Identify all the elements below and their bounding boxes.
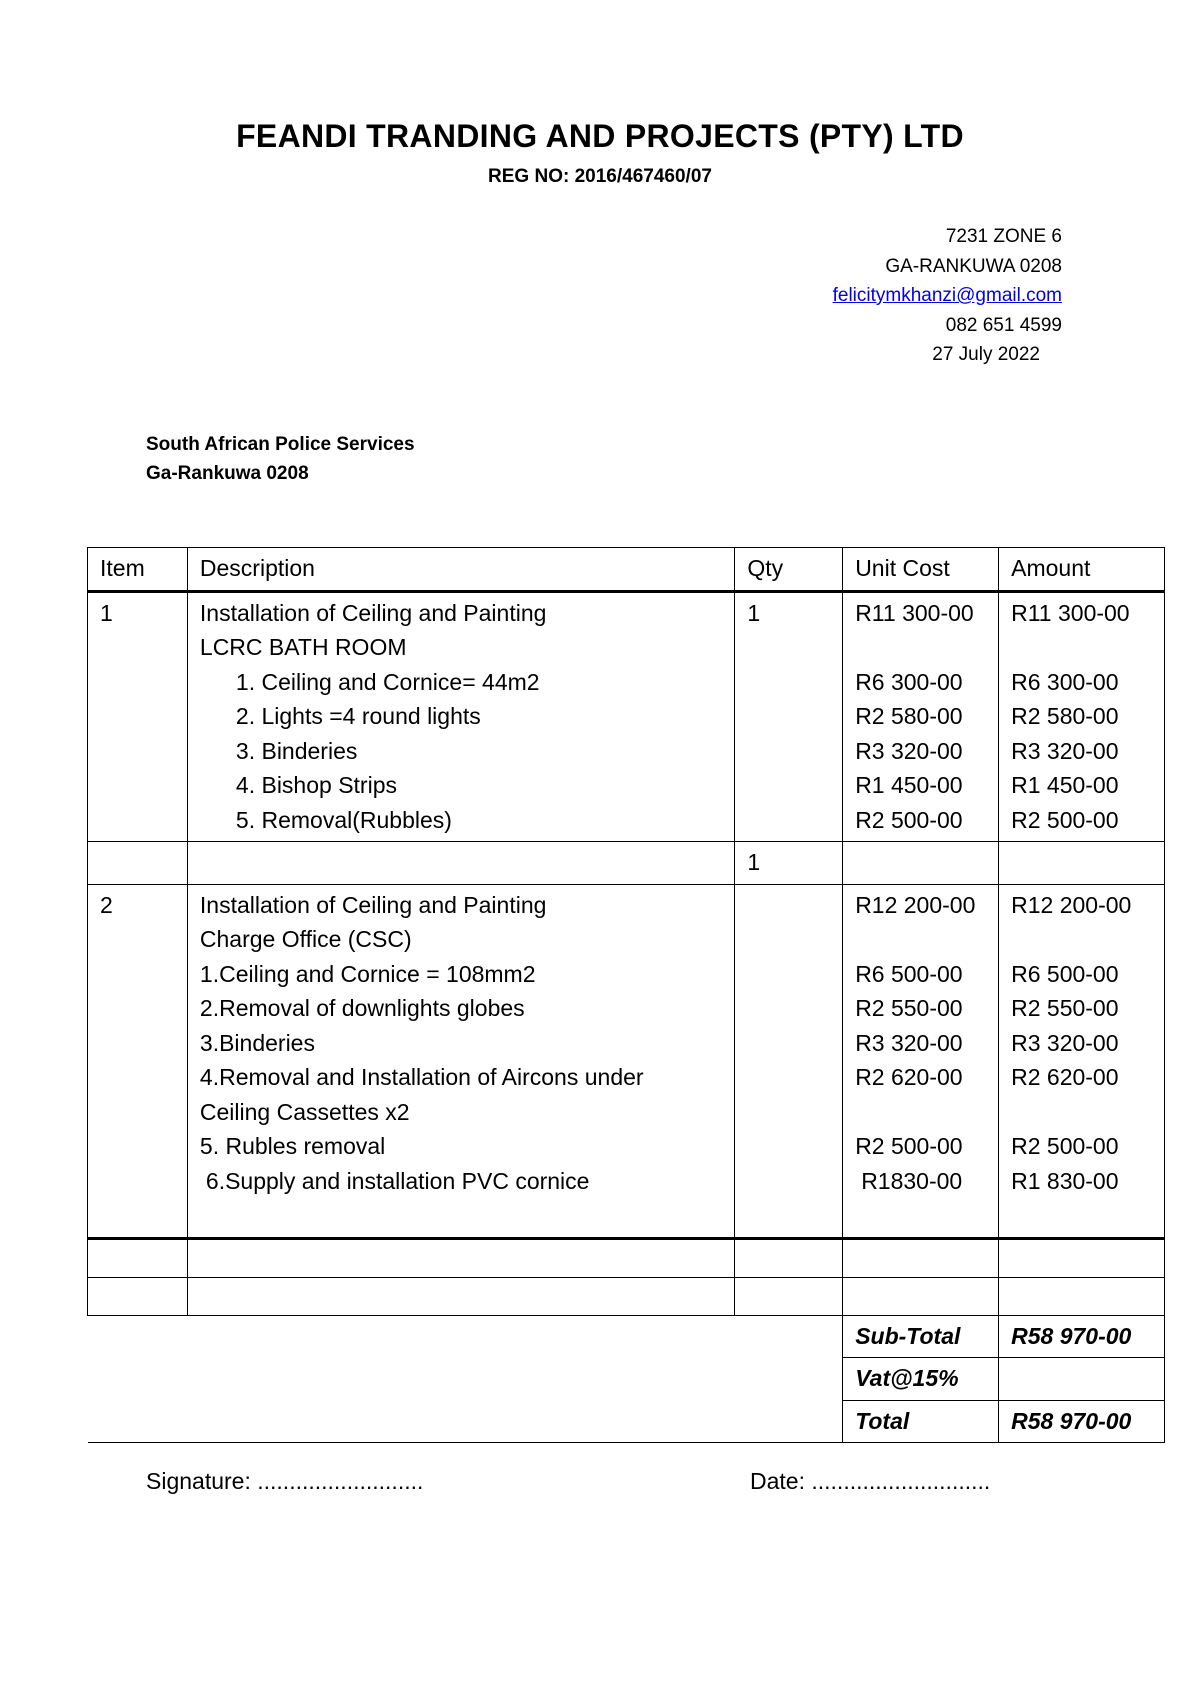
subtotal-row: [88, 1315, 1165, 1358]
line-text: 3.Binderies: [199, 1029, 315, 1056]
vat-value: [999, 1358, 1165, 1401]
sender-address-block: [833, 222, 1062, 370]
line-unit-cost: R3 320-00: [855, 1029, 963, 1056]
line-text: 2.Removal of downlights globes: [199, 995, 525, 1021]
line-amount: R6 500-00: [1011, 960, 1119, 987]
recipient-location: Ga-Rankuwa 0208: [146, 463, 309, 484]
line-unit-cost: R3 320-00: [855, 737, 963, 764]
line-amount: R2 500-00: [1011, 806, 1119, 833]
item-number: 2: [88, 884, 188, 1238]
line-unit-cost: R2 620-00: [855, 1064, 963, 1090]
total-row: [88, 1400, 1165, 1443]
line-amount: R2 550-00: [1011, 995, 1119, 1021]
unit-cost: R11 300-00: [855, 599, 974, 626]
line-text: Ceiling Cassettes x2: [199, 1098, 410, 1125]
line-text: 1. Ceiling and Cornice= 44m2: [235, 668, 540, 695]
signature-line: Signature: ..........................: [146, 1468, 424, 1494]
subtotal-value: R58 970-00: [999, 1315, 1165, 1358]
line-text: 5. Removal(Rubbles): [235, 806, 452, 833]
item-number: 1: [88, 591, 188, 842]
line-unit-cost: R2 500-00: [855, 806, 963, 833]
header-qty: Qty: [735, 548, 843, 592]
line-unit-cost: R1830-00: [861, 1167, 963, 1194]
line-amount: R1 830-00: [1011, 1167, 1119, 1194]
table-row: [88, 591, 1165, 842]
amount: R11 300-00: [1011, 599, 1130, 626]
amount-column: [999, 884, 1165, 1238]
line-unit-cost: R2 580-00: [855, 703, 963, 729]
unit-cost-column: [843, 884, 999, 1238]
email-link[interactable]: felicitymkhanzi@gmail.com: [832, 285, 1062, 306]
line-amount: R2 500-00: [1011, 1133, 1119, 1159]
vat-row: [88, 1358, 1165, 1401]
item-subtitle: LCRC BATH ROOM: [199, 634, 407, 660]
line-amount: R2 580-00: [1011, 703, 1119, 729]
amount: R12 200-00: [1011, 891, 1132, 918]
line-text: 1.Ceiling and Cornice = 108mm2: [199, 960, 536, 987]
date-line: Date: ............................: [750, 1468, 991, 1494]
vat-label: Vat@15%: [843, 1358, 999, 1401]
company-name: FEANDI TRANDING AND PROJECTS (PTY) LTD: [236, 118, 964, 154]
amount-column: [999, 591, 1165, 842]
line-text: 3. Binderies: [235, 737, 358, 764]
total-value: R58 970-00: [999, 1400, 1165, 1443]
line-amount: R3 320-00: [1011, 737, 1119, 764]
mid-qty: 1: [735, 842, 843, 885]
line-text: 2. Lights =4 round lights: [235, 703, 481, 729]
item-title: Installation of Ceiling and Painting: [199, 891, 547, 918]
line-text: 6.Supply and installation PVC cornice: [205, 1167, 590, 1194]
line-text: 4. Bishop Strips: [235, 772, 397, 798]
subtotal-label: Sub-Total: [843, 1315, 999, 1358]
recipient-block: [146, 430, 415, 488]
invoice-table: [87, 547, 1165, 1443]
item-description: [187, 884, 734, 1238]
line-amount: R3 320-00: [1011, 1029, 1119, 1056]
line-unit-cost: R2 550-00: [855, 995, 963, 1021]
header-description: Description: [187, 548, 734, 592]
header-item: Item: [88, 548, 188, 592]
line-unit-cost: R2 500-00: [855, 1133, 963, 1159]
total-label: Total: [843, 1400, 999, 1443]
header-unit-cost: Unit Cost: [843, 548, 999, 592]
line-amount: R1 450-00: [1011, 772, 1119, 798]
table-row: [88, 842, 1165, 885]
header-amount: Amount: [999, 548, 1165, 592]
line-unit-cost: R1 450-00: [855, 772, 963, 798]
recipient-name: South African Police Services: [146, 434, 415, 455]
item-title: Installation of Ceiling and Painting: [199, 599, 547, 626]
unit-cost: R12 200-00: [855, 891, 976, 918]
table-row: [88, 1277, 1165, 1315]
address-line-1: 7231 ZONE 6: [945, 226, 1062, 247]
line-text: 5. Rubles removal: [199, 1133, 386, 1159]
item-description: [187, 591, 734, 842]
line-unit-cost: R6 300-00: [855, 668, 963, 695]
phone-number: 082 651 4599: [945, 314, 1062, 336]
line-amount: R2 620-00: [1011, 1064, 1119, 1090]
item-subtitle: Charge Office (CSC): [199, 926, 412, 952]
table-header-row: [88, 548, 1165, 592]
registration-number: REG NO: 2016/467460/07: [488, 166, 712, 187]
table-row: [88, 1238, 1165, 1277]
item-qty: 1: [735, 591, 843, 842]
table-row: [88, 884, 1165, 1238]
line-amount: R6 300-00: [1011, 668, 1119, 695]
unit-cost-column: [843, 591, 999, 842]
line-text: 4.Removal and Installation of Aircons under: [199, 1064, 644, 1090]
line-unit-cost: R6 500-00: [855, 960, 963, 987]
document-date: 27 July 2022: [932, 344, 1040, 365]
address-line-2: GA-RANKUWA 0208: [885, 255, 1062, 277]
